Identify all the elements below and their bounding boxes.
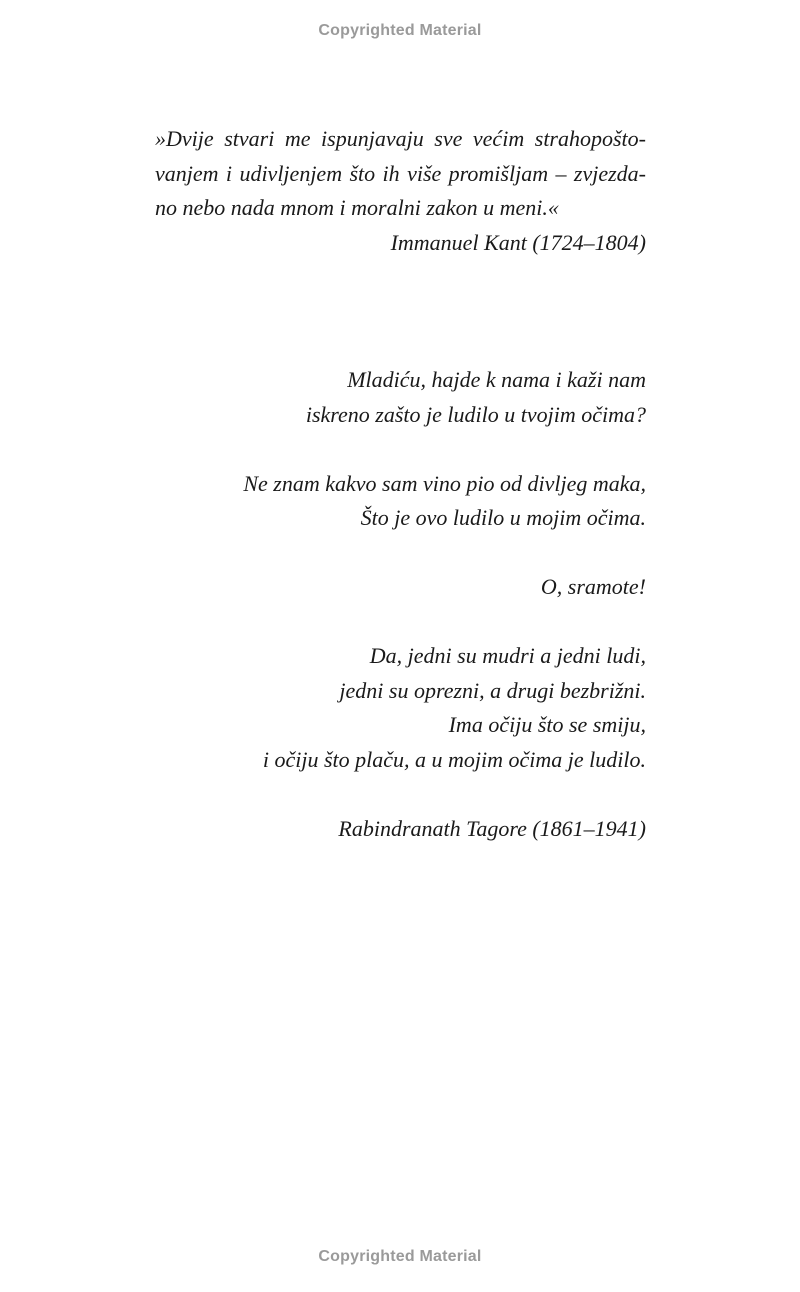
- poem-stanza: [155, 467, 646, 536]
- tagore-attribution: Rabindranath Tagore (1861–1941): [338, 815, 646, 841]
- poem-line: iskreno zašto je ludilo u tvojim očima?: [305, 401, 646, 427]
- kant-quote-line: vanjem i udivljenjem što ih više promišljam – zvjezda-: [155, 160, 646, 186]
- watermark-bottom: Copyrighted Material: [318, 1248, 482, 1265]
- tagore-poem: [155, 363, 646, 846]
- poem-attribution-block: [155, 812, 646, 847]
- poem-stanza: [155, 570, 646, 605]
- poem-line: jedni su oprezni, a drugi bezbrižni.: [339, 677, 646, 703]
- kant-quote-line: »Dvije stvari me ispunjavaju sve većim strahopošto-: [155, 126, 646, 151]
- kant-attribution: Immanuel Kant (1724–1804): [390, 229, 646, 255]
- kant-quote-line: no nebo nada mnom i moralni zakon u meni.«: [155, 195, 559, 220]
- poem-line: Ne znam kakvo sam vino pio od divljeg maka,: [243, 470, 646, 496]
- poem-stanza: [155, 639, 646, 777]
- poem-stanza: [155, 363, 646, 432]
- watermark-top: Copyrighted Material: [318, 22, 482, 39]
- poem-line: Što je ovo ludilo u mojim očima.: [360, 505, 646, 530]
- poem-line: Ima očiju što se smiju,: [448, 712, 646, 737]
- poem-line: i očiju što plaču, a u mojim očima je ludilo.: [262, 746, 646, 772]
- kant-quote: [155, 122, 646, 260]
- poem-line: Mladiću, hajde k nama i kaži nam: [347, 367, 646, 392]
- poem-line: Da, jedni su mudri a jedni ludi,: [369, 643, 646, 668]
- poem-line: O, sramote!: [540, 574, 646, 599]
